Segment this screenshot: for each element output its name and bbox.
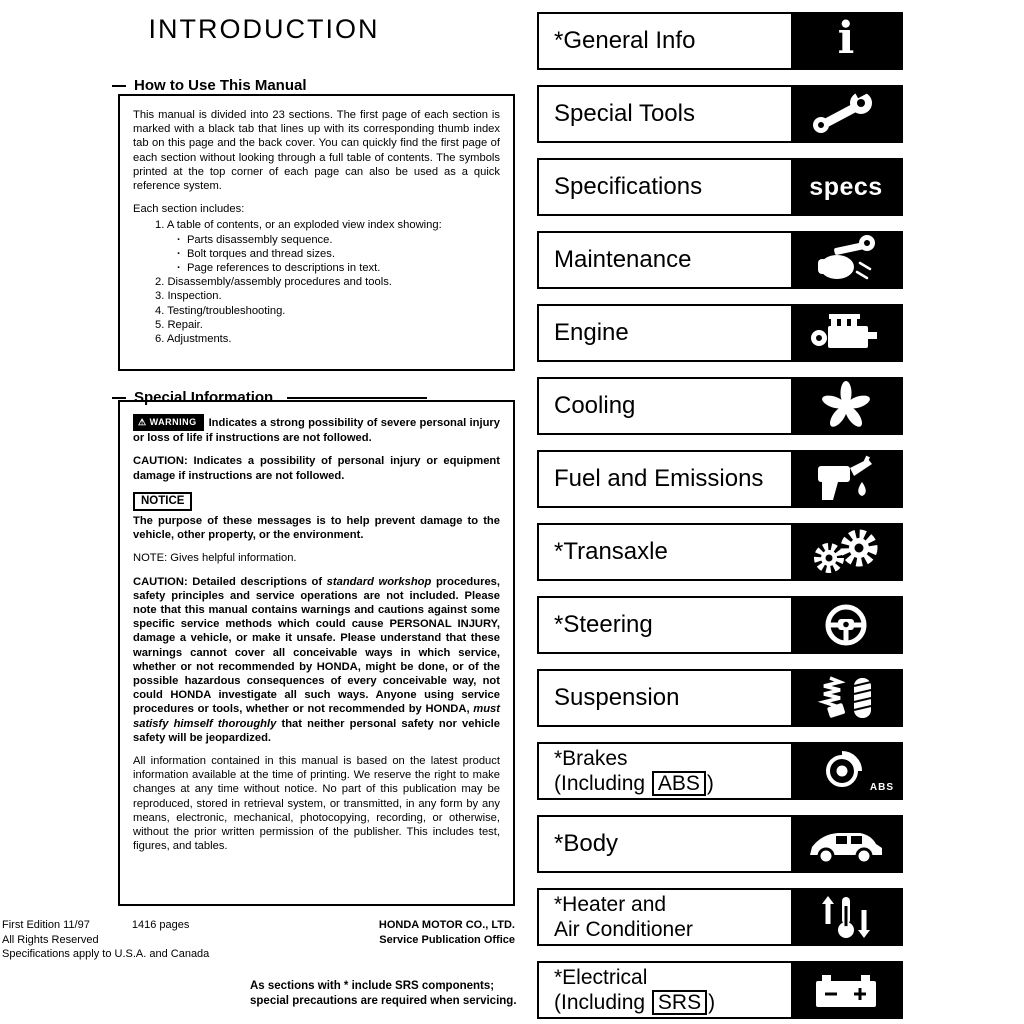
heading-rule bbox=[287, 397, 427, 399]
tab-label: Engine bbox=[554, 319, 629, 346]
car-body-icon bbox=[791, 817, 901, 871]
brake-disc-icon bbox=[791, 744, 901, 798]
page-count: 1416 pages bbox=[131, 919, 190, 931]
section-includes-label: Each section includes: bbox=[133, 203, 245, 216]
footer bbox=[2, 918, 515, 962]
special-information-box bbox=[118, 400, 515, 906]
notice-text: The purpose of these messages is to help prevent damage to the vehicle, other property, or the environment. bbox=[133, 515, 500, 542]
battery-icon bbox=[791, 963, 901, 1017]
tab-transaxle[interactable] bbox=[537, 523, 903, 581]
srs-footnote-line1: As sections with * include SRS components; bbox=[250, 980, 495, 992]
notice-badge: NOTICE bbox=[133, 492, 192, 511]
tab-label: *Electrical (Including SRS ) bbox=[554, 966, 716, 1014]
company-name: HONDA MOTOR CO., LTD. bbox=[378, 919, 515, 931]
shock-absorber-icon bbox=[791, 671, 901, 725]
caution-detailed-italic: must satisfy himself thoroughly bbox=[133, 703, 500, 730]
wrench-icon bbox=[791, 87, 901, 141]
tab-label: *Steering bbox=[554, 611, 653, 638]
warning-triangle-icon: ⚠ bbox=[138, 417, 147, 427]
fan-icon bbox=[791, 379, 901, 433]
how-to-use-box bbox=[118, 94, 515, 371]
tab-label: *Heater and Air Conditioner bbox=[554, 893, 693, 941]
srs-footnote bbox=[250, 979, 530, 1008]
list-subitem-1b: · Bolt torques and thread sizes. bbox=[177, 247, 500, 261]
region-text: Specifications apply to U.S.A. and Canada bbox=[2, 948, 210, 960]
list-subitem-1a: · Parts disassembly sequence. bbox=[177, 233, 500, 247]
list-item-2: 2. Disassembly/assembly procedures and tools. bbox=[155, 276, 392, 289]
warning-paragraph bbox=[133, 414, 500, 445]
tab-steering[interactable] bbox=[537, 596, 903, 654]
tab-label: *Transaxle bbox=[554, 538, 668, 565]
tab-maintenance[interactable] bbox=[537, 231, 903, 289]
tab-label: Specifications bbox=[554, 173, 703, 200]
tab-engine[interactable] bbox=[537, 304, 903, 362]
thermometer-icon bbox=[791, 890, 901, 944]
list-item-1: 1. A table of contents, or an exploded view index showing: bbox=[155, 219, 442, 232]
gears-icon bbox=[791, 525, 901, 579]
caution-detailed-part: that neither personal safety nor vehicle safety will be jeopardized. bbox=[133, 717, 500, 744]
caution-detailed-part: procedures, safety principles and service operations are not included. Please note that this manual contains warnings and cautions against some specific service methods which could cause PERSONAL INJURY, damage a vehicle, or make it unsafe. Please understand that these warnings cannot cover all conceivable ways in which service, whether or not recommended by HONDA, might be done, or of the possible hazardous consequences of every conceivable way, not could HONDA investigate all such ways. Anyone using service procedures or tools, whether or not recommended by HONDA, bbox=[133, 575, 500, 716]
tab-label: Fuel and Emissions bbox=[554, 465, 764, 492]
srs-box: SRS bbox=[652, 990, 707, 1015]
manual-overview-text: This manual is divided into 23 sections. The first page of each section is marked with a black tab that lines up with its corresponding thumb index tab on this page and the back cover. You can quickly find the first page of each section without looking through a full table of contents. The symbols printed at the top corner of each page can also be used as a quick reference system. bbox=[133, 109, 500, 193]
tab-label: *Body bbox=[554, 830, 619, 857]
tab-brakes[interactable] bbox=[537, 742, 903, 800]
tab-electrical[interactable] bbox=[537, 961, 903, 1019]
steering-wheel-icon bbox=[791, 598, 901, 652]
caution-paragraph: CAUTION: Indicates a possibility of personal injury or equipment damage if instructions are not followed. bbox=[133, 455, 500, 482]
caution-detailed-italic: standard workshop bbox=[326, 575, 432, 588]
tab-label: Maintenance bbox=[554, 246, 692, 273]
hand-wrench-icon bbox=[791, 233, 901, 287]
list-item-6: 6. Adjustments. bbox=[155, 333, 232, 346]
tab-cooling[interactable] bbox=[537, 377, 903, 435]
special-information-heading-text: Special Information bbox=[134, 389, 274, 406]
heading-dash bbox=[112, 85, 126, 87]
tab-label: *General Info bbox=[554, 27, 696, 54]
list-item-5: 5. Repair. bbox=[155, 318, 203, 331]
list-item-3: 3. Inspection. bbox=[155, 290, 222, 303]
footer-right bbox=[379, 918, 515, 962]
fuel-nozzle-icon bbox=[791, 452, 901, 506]
tab-body[interactable] bbox=[537, 815, 903, 873]
srs-footnote-line2: special precautions are required when servicing. bbox=[250, 994, 517, 1007]
tab-specifications[interactable] bbox=[537, 158, 903, 216]
tab-label: Special Tools bbox=[554, 100, 695, 127]
list-item-4: 4. Testing/troubleshooting. bbox=[155, 304, 286, 317]
how-to-use-heading bbox=[112, 77, 512, 94]
list-subitem-1c: · Page references to descriptions in text. bbox=[177, 261, 500, 275]
tab-label: *Brakes (Including ABS ) bbox=[554, 747, 714, 795]
office-name: Service Publication Office bbox=[379, 933, 515, 946]
caution-detailed-paragraph bbox=[133, 575, 500, 745]
warning-badge-label: WARNING bbox=[149, 417, 197, 427]
heading-dash bbox=[112, 397, 126, 399]
specs-wordmark-icon: specs bbox=[791, 160, 901, 214]
thumb-index bbox=[537, 12, 903, 1019]
note-text: NOTE: Gives helpful information. bbox=[133, 552, 297, 565]
warning-badge bbox=[133, 414, 204, 431]
caution-detailed-part: CAUTION: Detailed descriptions of bbox=[133, 575, 327, 588]
abs-icon-text: ABS bbox=[869, 782, 894, 793]
tab-label: Cooling bbox=[554, 392, 636, 419]
page-title: INTRODUCTION bbox=[148, 14, 380, 44]
info-icon: i bbox=[791, 14, 901, 68]
tab-special-tools[interactable] bbox=[537, 85, 903, 143]
tab-suspension[interactable] bbox=[537, 669, 903, 727]
copyright-paragraph: All information contained in this manual is based on the latest product information available at the time of printing. We reserve the right to make changes at any time without notice. No part of this publication may be reproduced, stored in retrieval system, or transmitted, in any form by any means, electronic, mechanical, photocopying, recording, or otherwise, without the prior written permission of the publisher. This includes test, figures, and tables. bbox=[133, 755, 500, 853]
rights-text: All Rights Reserved bbox=[2, 933, 99, 946]
warning-text: Indicates a strong possibility of severe personal injury or loss of life if instructions are not followed. bbox=[133, 417, 500, 445]
abs-box: ABS bbox=[652, 771, 706, 796]
notice-row bbox=[133, 492, 500, 511]
tab-heater-air-conditioner[interactable] bbox=[537, 888, 903, 946]
tab-fuel-and-emissions[interactable] bbox=[537, 450, 903, 508]
how-to-use-heading-text: How to Use This Manual bbox=[134, 77, 307, 94]
tab-general-info[interactable] bbox=[537, 12, 903, 70]
tab-label: Suspension bbox=[554, 684, 680, 711]
edition-text: First Edition 11/97 bbox=[2, 919, 90, 931]
footer-left bbox=[2, 918, 209, 962]
engine-icon bbox=[791, 306, 901, 360]
